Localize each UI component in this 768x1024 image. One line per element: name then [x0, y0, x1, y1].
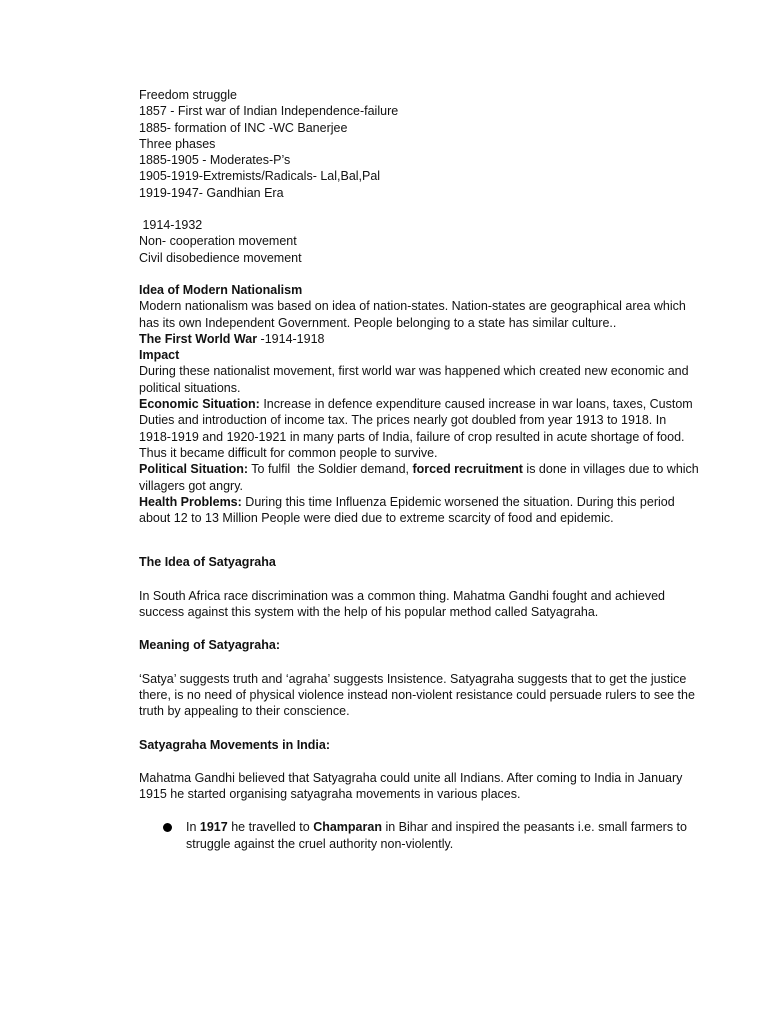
- list-item-text: In 1917 he travelled to Champaran in Bihar and inspired the peasants i.e. small farmers to struggle against the cruel authority non-violently.: [186, 820, 687, 851]
- paragraph: The First World War -1914-1918: [139, 331, 325, 346]
- section-heading: Impact: [139, 348, 180, 363]
- intro-line: Freedom struggle: [139, 88, 237, 102]
- paragraph: During these nationalist movement, first world war was happened which created new economic and political situations.: [139, 364, 689, 395]
- intro-line: 1857 - First war of Indian Independence-failure: [139, 104, 399, 119]
- paragraph: In South Africa race discrimination was a common thing. Mahatma Gandhi fought and achieved success against this system with the help of his popular method called Satyagraha.: [139, 588, 665, 620]
- intro-line: 1885-1905 - Moderates-P’s: [139, 153, 291, 168]
- section-heading: Meaning of Satyagraha:: [139, 638, 280, 653]
- paragraph: Health Problems: During this time Influenza Epidemic worsened the situation. During this period about 12 to 13 Million People were died due to extreme scarcity of food and epidemic.: [139, 494, 675, 526]
- era-line: Civil disobedience movement: [139, 250, 302, 265]
- intro-line: 1885- formation of INC -WC Banerjee: [139, 120, 348, 135]
- bullet-icon: [163, 823, 172, 832]
- paragraph: Political Situation: To fulfil the Soldier demand, forced recruitment is done in villages due to which villagers got angry.: [139, 462, 699, 493]
- era-line: Non- cooperation movement: [139, 234, 297, 249]
- list-item: [163, 819, 699, 852]
- paragraph: ‘Satya’ suggests truth and ‘agraha’ suggests Insistence. Satyagraha suggests that to get the justice there, is no need of physical violence instead non-violent resistance could persuade rulers to see the truth by appealing to their conscience.: [139, 671, 695, 719]
- paragraph: Mahatma Gandhi believed that Satyagraha could unite all Indians. After coming to India in January 1915 he started organising satyagraha movements in various places.: [139, 770, 683, 802]
- era-line: 1914-1932: [139, 218, 203, 233]
- intro-line: 1905-1919-Extremists/Radicals- Lal,Bal,Pal: [139, 169, 381, 184]
- document-body: [139, 87, 699, 852]
- section-heading: Idea of Modern Nationalism: [139, 282, 303, 297]
- paragraph: Economic Situation: Increase in defence expenditure caused increase in war loans, taxes, Custom Duties and introduction of income tax. The prices nearly got doubled from year 1913 to 1918. In 1918-1919 and 1920-1921 in many parts of India, failure of crop resulted in acute shortage of food. Thus it became difficult for common people to survive.: [139, 397, 693, 460]
- intro-line: 1919-1947- Gandhian Era: [139, 185, 284, 200]
- intro-line: Three phases: [139, 136, 216, 151]
- paragraph: Modern nationalism was based on idea of nation-states. Nation-states are geographical area which has its own Independent Government. People belonging to a state has similar culture..: [139, 299, 686, 330]
- section-heading: The Idea of Satyagraha: [139, 555, 276, 570]
- section-heading: Satyagraha Movements in India:: [139, 737, 331, 752]
